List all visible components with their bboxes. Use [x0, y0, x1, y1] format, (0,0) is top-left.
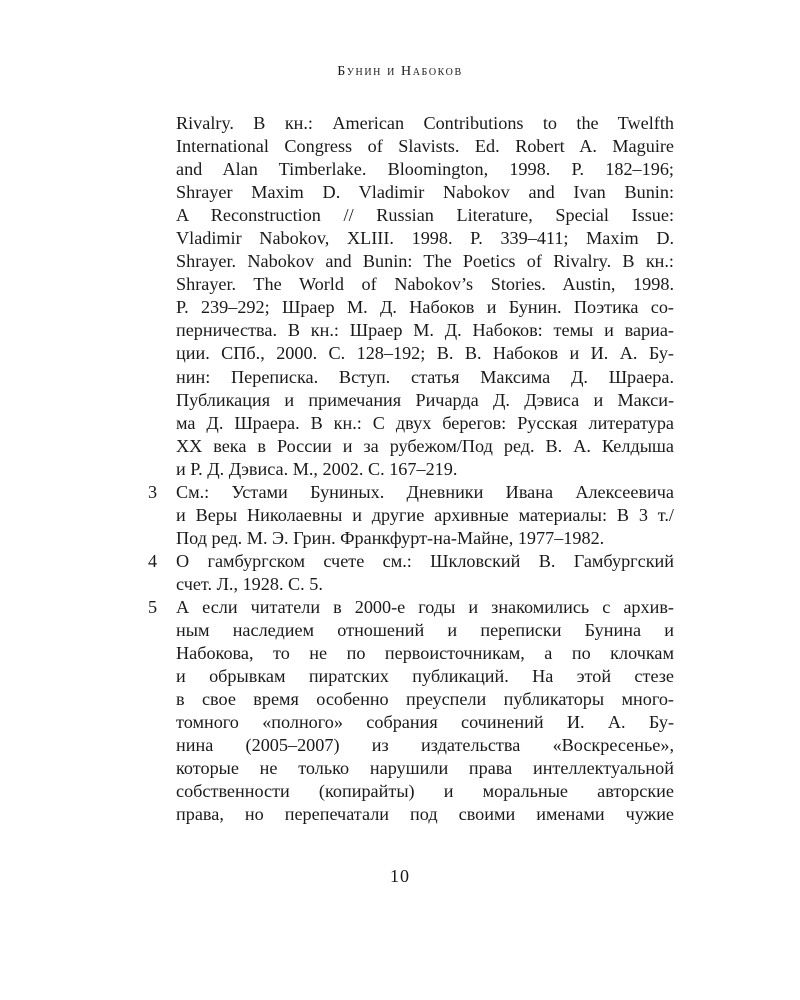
footnote-number: 4 [148, 550, 158, 571]
footnote-line: счет. Л., 1928. С. 5. [176, 573, 323, 594]
footnote-line: права, но перепечатали под своими именами чужие [176, 804, 674, 825]
footnote-line: и Р. Д. Дэвиса. М., 2002. С. 167–219. [176, 458, 458, 479]
footnote-line: Shrayer. The World of Nabokov’s Stories. Austin, 1998. [176, 274, 674, 295]
running-head: Бунин и Набоков [337, 64, 463, 79]
footnote-line: Shrayer Maxim D. Vladimir Nabokov and Ivan Bunin: [176, 182, 674, 203]
footnote-line: собственности (копирайты) и моральные авторские [176, 781, 674, 802]
footnote-line: XX века в России и за рубежом/Под ред. В. А. Келдыша [176, 435, 674, 456]
footnote-line: Vladimir Nabokov, XLIII. 1998. P. 339–411; Maxim D. [176, 228, 674, 249]
footnote-line: ным наследием отношений и переписки Бунина и [176, 620, 674, 641]
footnote-line: Набокова, то не по первоисточникам, а по клочкам [176, 643, 674, 664]
footnote-line: перничества. В кн.: Шраер М. Д. Набоков: темы и вариа- [176, 320, 674, 341]
footnote-number: 5 [148, 596, 158, 617]
footnote-number: 3 [148, 481, 158, 502]
footnote-5 [148, 596, 674, 826]
footnote-line: Rivalry. В кн.: American Contributions to the Twelfth [176, 113, 674, 133]
footnote-line: Shrayer. Nabokov and Bunin: The Poetics of Rivalry. В кн.: [176, 251, 674, 272]
footnote-line: and Alan Timberlake. Bloomington, 1998. P. 182–196; [176, 159, 674, 180]
footnote-line: которые не только нарушили права интеллектуальной [176, 758, 674, 779]
footnote-line: A Reconstruction // Russian Literature, Special Issue: [176, 205, 674, 226]
footnote-line: нин: Переписка. Вступ. статья Максима Д. Шраера. [176, 366, 674, 387]
footnote-line: в свое время особенно преуспели публикаторы много- [176, 689, 674, 710]
footnote-line: Под ред. М. Э. Грин. Франкфурт-на-Майне, 1977–1982. [176, 527, 605, 548]
footnote-line: P. 239–292; Шраер М. Д. Набоков и Бунин. Поэтика со- [176, 297, 674, 318]
page-number: 10 [390, 866, 410, 886]
footnote-3 [148, 481, 674, 550]
footnote-line: и Веры Николаевны и другие архивные материалы: В 3 т./ [176, 504, 674, 525]
footnote-line: А если читатели в 2000-е годы и знакомились с архив- [176, 596, 674, 617]
footnote-line: International Congress of Slavists. Ed. Robert A. Maguire [176, 136, 674, 157]
footnote-line: См.: Устами Буниных. Дневники Ивана Алексеевича [176, 481, 674, 502]
footnote-line: Публикация и примечания Ричарда Д. Дэвиса и Макси- [176, 389, 674, 410]
footnote-line: томного «полного» собрания сочинений И. А. Бу- [176, 712, 674, 733]
footnote-4 [148, 550, 674, 596]
footnote-line: ма Д. Шраера. В кн.: С двух берегов: Русская литература [176, 412, 674, 433]
footnote-continued [176, 112, 674, 481]
footnote-line: нина (2005–2007) из издательства «Воскресенье», [176, 735, 674, 756]
footnotes [148, 112, 674, 826]
footnote-line: О гамбургском счете см.: Шкловский В. Гамбургский [176, 550, 674, 571]
footnote-line: и обрывкам пиратских публикаций. На этой стезе [176, 666, 674, 687]
footnote-line: ции. СПб., 2000. С. 128–192; В. В. Набоков и И. А. Бу- [176, 343, 674, 364]
